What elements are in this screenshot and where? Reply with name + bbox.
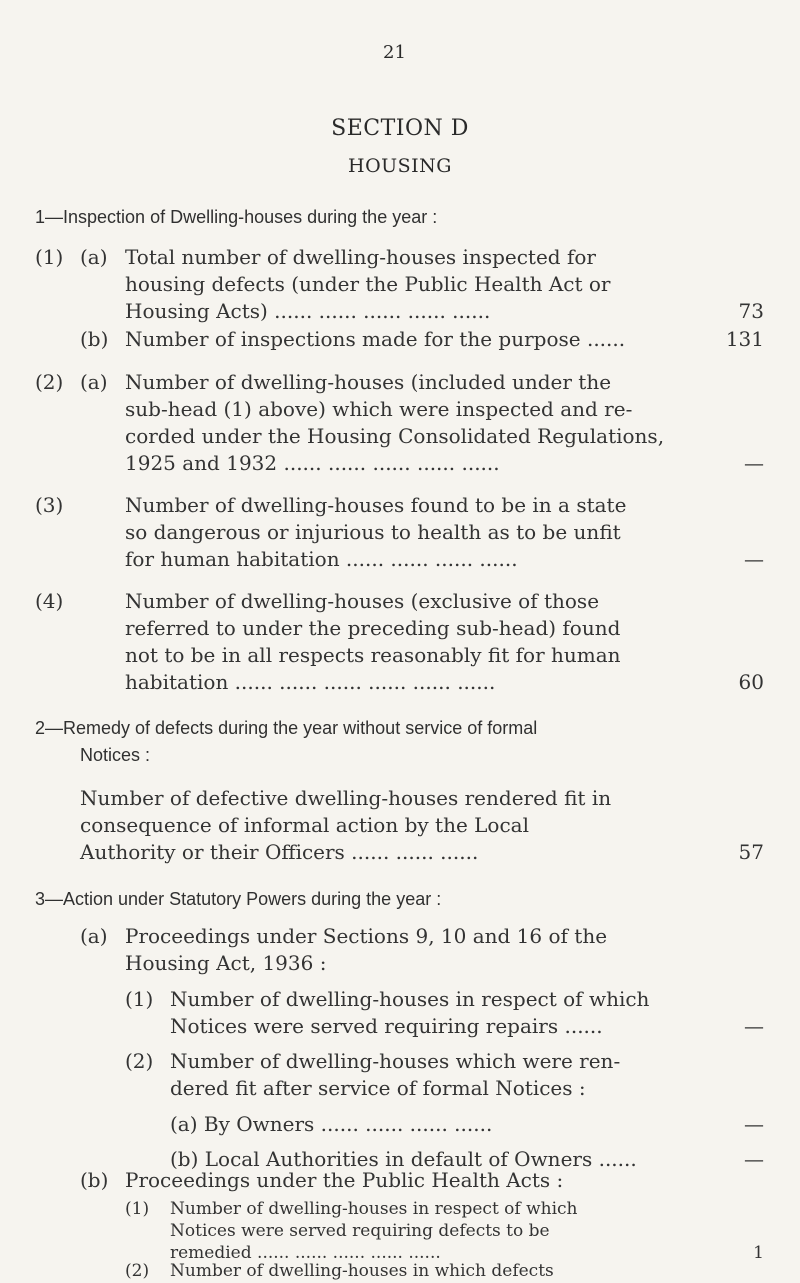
item3-a-1-line-1: Number of dwelling-houses in respect of which bbox=[170, 987, 650, 1011]
item3-b-1-value: 1 bbox=[753, 1243, 764, 1263]
item3-b-2-line-1: Number of dwelling-houses in which defects bbox=[170, 1261, 554, 1281]
item3-b-label: (b) bbox=[80, 1168, 109, 1192]
item2-line-3: Authority or their Officers ...... ...... ...... bbox=[80, 840, 479, 864]
item3-b-1-line-3: remedied ...... ...... ...... ...... ...... bbox=[170, 1243, 441, 1263]
item1-a-label-2: (a) bbox=[80, 245, 108, 269]
item2-heading-line-2: Notices : bbox=[80, 745, 151, 765]
item3-a-2-line-2: dered fit after service of formal Notices : bbox=[170, 1076, 586, 1100]
item3-a-2-owners-value: — bbox=[744, 1112, 764, 1136]
item1-2-line-4: 1925 and 1932 ...... ...... ...... ...... ...... bbox=[125, 451, 500, 475]
item1-4-line-4: habitation ...... ...... ...... ...... ...... ...... bbox=[125, 670, 496, 694]
item1-4-value: 60 bbox=[738, 670, 764, 694]
item1-2-label-1: (2) bbox=[35, 370, 64, 394]
item2-heading-line-1: 2—Remedy of defects during the year without service of formal bbox=[35, 718, 538, 738]
item1-a-line-1: Total number of dwelling-houses inspected for bbox=[125, 245, 596, 269]
item1-2-line-1: Number of dwelling-houses (included under the bbox=[125, 370, 612, 394]
item3-a-2-owners: (a) By Owners ...... ...... ...... ...... bbox=[170, 1112, 493, 1136]
item1-3-line-2: so dangerous or injurious to health as to be unfit bbox=[125, 520, 621, 544]
item3-a-2-local-value: — bbox=[744, 1147, 764, 1171]
item3-b-1-line-1: Number of dwelling-houses in respect of which bbox=[170, 1199, 578, 1219]
item1-4-line-2: referred to under the preceding sub-head) found bbox=[125, 616, 621, 640]
item3-b-1-label: (1) bbox=[125, 1199, 150, 1219]
item1-a-value: 73 bbox=[738, 299, 764, 323]
item1-b-label: (b) bbox=[80, 327, 109, 351]
item3-a-line-1: Proceedings under Sections 9, 10 and 16 of the bbox=[125, 924, 608, 948]
item1-a-line-2: housing defects (under the Public Health Act or bbox=[125, 272, 611, 296]
item3-heading: 3—Action under Statutory Powers during the year : bbox=[35, 889, 442, 909]
item1-2-label-2: (a) bbox=[80, 370, 108, 394]
section-subtitle: HOUSING bbox=[348, 155, 452, 177]
item3-a-1-line-2: Notices were served requiring repairs ...... bbox=[170, 1014, 603, 1038]
item1-3-value: — bbox=[744, 547, 764, 571]
item3-a-label: (a) bbox=[80, 924, 108, 948]
item2-line-2: consequence of informal action by the Local bbox=[80, 813, 529, 837]
page-number: 21 bbox=[383, 42, 406, 63]
item3-b-line-1: Proceedings under the Public Health Acts : bbox=[125, 1168, 564, 1192]
item1-3-label: (3) bbox=[35, 493, 64, 517]
item1-2-value: — bbox=[744, 451, 764, 475]
item2-value: 57 bbox=[738, 840, 764, 864]
item3-b-1-line-2: Notices were served requiring defects to be bbox=[170, 1221, 550, 1241]
item2-line-1: Number of defective dwelling-houses rendered fit in bbox=[80, 786, 612, 810]
item1-3-line-1: Number of dwelling-houses found to be in a state bbox=[125, 493, 627, 517]
item1-heading: 1—Inspection of Dwelling-houses during the year : bbox=[35, 207, 438, 227]
item1-4-line-3: not to be in all respects reasonably fit for human bbox=[125, 643, 621, 667]
item3-a-2-label: (2) bbox=[125, 1049, 154, 1073]
item3-a-line-2: Housing Act, 1936 : bbox=[125, 951, 327, 975]
item1-2-line-2: sub-head (1) above) which were inspected and re- bbox=[125, 397, 633, 421]
item3-a-2-local: (b) Local Authorities in default of Owners ...... bbox=[170, 1147, 637, 1171]
item1-3-line-3: for human habitation ...... ...... ...... ...... bbox=[125, 547, 518, 571]
item3-b-2-label: (2) bbox=[125, 1261, 150, 1281]
item1-4-label: (4) bbox=[35, 589, 64, 613]
item1-a-label-1: (1) bbox=[35, 245, 64, 269]
item3-a-1-label: (1) bbox=[125, 987, 154, 1011]
item1-2-line-3: corded under the Housing Consolidated Regulations, bbox=[125, 424, 665, 448]
item1-b-value: 131 bbox=[725, 327, 764, 351]
item1-b-line-1: Number of inspections made for the purpose ...... bbox=[125, 327, 626, 351]
item3-a-2-line-1: Number of dwelling-houses which were ren- bbox=[170, 1049, 621, 1073]
section-title: SECTION D bbox=[331, 116, 469, 141]
item1-a-line-3: Housing Acts) ...... ...... ...... ...... ...... bbox=[125, 299, 491, 323]
item3-a-1-value: — bbox=[744, 1014, 764, 1038]
item1-4-line-1: Number of dwelling-houses (exclusive of those bbox=[125, 589, 600, 613]
